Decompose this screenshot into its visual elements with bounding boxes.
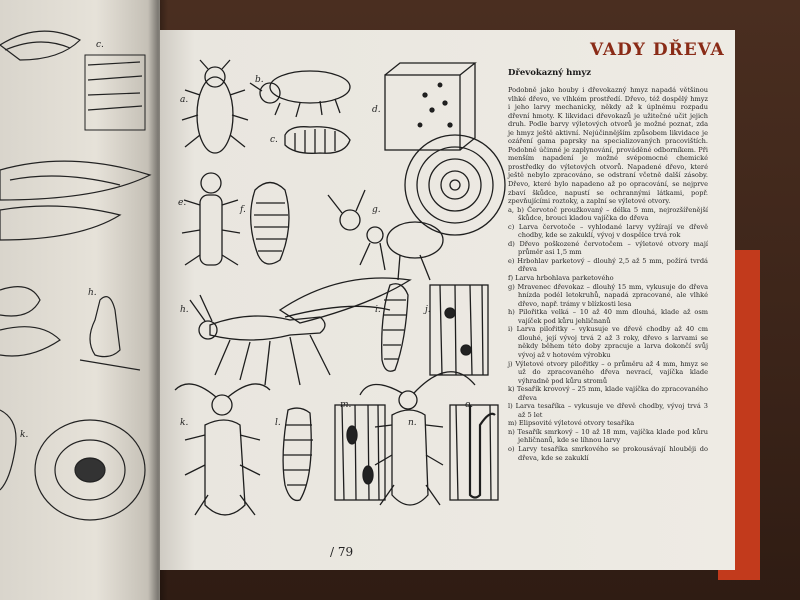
figure-label-b: b. (255, 75, 264, 85)
legend-list (508, 206, 708, 462)
legend-item: j) Výletové otvory pilořitky – o průměru až 4 mm, hmyz se už do zpracovaného dřeva nevrací, vajíčka klade výhradně pod kůru stromů (508, 359, 708, 385)
illustration-f (251, 183, 289, 265)
text-column (508, 86, 708, 462)
intro-paragraph: Podobně jako houby i dřevokazný hmyz napadá většinou vlhké dřevo, ve vlhkém prostředí. Dřevo, též dospělý hmyz i jeho larvy mechanicky, někdy až k úplnému rozpadu dřevní hmoty. K likvidaci dřevokazů je užitečné učit jejich druh. Podle barvy výletových otvorů je možné poznat, zda je hmyz ještě aktivní. Nejúčinnějším způsobem likvidace je ozáření gama paprsky na specializovaných pracovištích. Podobně účinné je zaplynování, prováděné odborníkem. Při menším napadení je možné svépomocné chemické prostředky do výletových otvorů. Napadené dřevo, které ještě nebylo zpracováno, se odstraní včetně další zásoby. Dřevo, které bylo napadeno až po opracování, se nejprve zbaví škůdce, napustí se ochrannými látkami, popř. zpevňujícími roztoky, a zaplní se výletové otvory. (508, 86, 708, 206)
illustration-d (385, 63, 475, 150)
figure-label-e: e. (178, 198, 187, 208)
figure-label-o: o. (465, 400, 474, 410)
fungi-illustrations (0, 0, 160, 600)
illustration-o (450, 405, 498, 500)
figure-label-a: a. (180, 95, 189, 105)
page-number: / 79 (330, 545, 354, 559)
illustration-j (430, 285, 488, 375)
figure-label-i: i. (375, 305, 381, 315)
legend-item: o) Larvy tesaříka smrkového se prokousávají hlouběji do dřeva, kde se zakuklí (508, 444, 708, 462)
figure-label-n: n. (408, 418, 417, 428)
section-title: Dřevokazný hmyz (508, 68, 592, 78)
insect-illustrations (170, 55, 510, 535)
figure-label-d: d. (372, 105, 381, 115)
illustration-i (382, 284, 408, 372)
legend-item: i) Larva pilořitky – vykusuje ve dřevě chodby až 40 cm dlouhé, její vývoj trvá 2 až 3 roky, dřevo s larvami se někdy během této doby zpracuje a larva dokončí svůj vývoj až v hotovém výrobku (508, 325, 708, 359)
figure-label-j: j. (425, 305, 431, 315)
legend-item: d) Dřevo poškozené červotočem – výletové otvory mají průměr asi 1,5 mm (508, 239, 708, 257)
illustration-l (283, 408, 311, 500)
legend-item: l) Larva tesaříka – vykusuje ve dřevě chodby, vývoj trvá 3 až 5 let (508, 402, 708, 419)
legend-item: c) Larva červotoče – vyhlodané larvy vyžírají ve dřevě chodby, kde se zakuklí, vývoj v dospělce trvá rok (508, 222, 708, 240)
legend-item: e) Hrbohlav parketový – dlouhý 2,5 až 5 mm, požírá tvrdá dřeva (508, 256, 708, 274)
page-title: VADY DŘEVA (590, 40, 725, 60)
illustration-b (250, 71, 350, 117)
figure-label-g: g. (372, 205, 381, 215)
illustration-k (175, 384, 270, 515)
legend-item: g) Mravenec dřevokaz – dlouhý 15 mm, vykusuje do dřeva hnízda podél letokruhů, napadá zpracované, ale vlhké dřevo, např. trámy v blízkosti lesa (508, 282, 708, 308)
illustration-g (328, 190, 443, 280)
left-label-c: c. (96, 40, 104, 50)
figure-label-f: f. (240, 205, 246, 215)
legend-item: n) Tesařík smrkový – 10 až 18 mm, vajíčka klade pod kůru jehličnanů, kde se líhnou larvy (508, 427, 708, 445)
legend-item: a, b) Červotoč proužkovaný – délka 5 mm, nejrozšířenější škůdce, brouci kladou vajíčka do dřeva (508, 205, 708, 223)
illustration-e (182, 173, 240, 265)
left-label-h: h. (88, 288, 97, 298)
figure-label-m: m. (340, 400, 352, 410)
figure-label-k: k. (180, 418, 189, 428)
legend-item: f) Larva hrbohlava parketového (508, 274, 614, 283)
figure-label-c: c. (270, 135, 278, 145)
figure-label-h: h. (180, 305, 189, 315)
illustration-h (190, 278, 410, 385)
left-label-k: k. (20, 430, 29, 440)
legend-item: m) Elipsovité výletové otvory tesaříka (508, 419, 635, 428)
illustration-m (335, 405, 385, 500)
figure-label-l: l. (275, 418, 281, 428)
legend-item: k) Tesařík krovový – 25 mm, klade vajíčka do zpracovaného dřeva (508, 385, 708, 402)
illustration-a (182, 60, 248, 153)
left-page (0, 0, 160, 600)
legend-item: h) Pilořitka velká – 10 až 40 mm dlouhá, klade až osm vajíček pod kůru jehličnanů (508, 308, 708, 325)
